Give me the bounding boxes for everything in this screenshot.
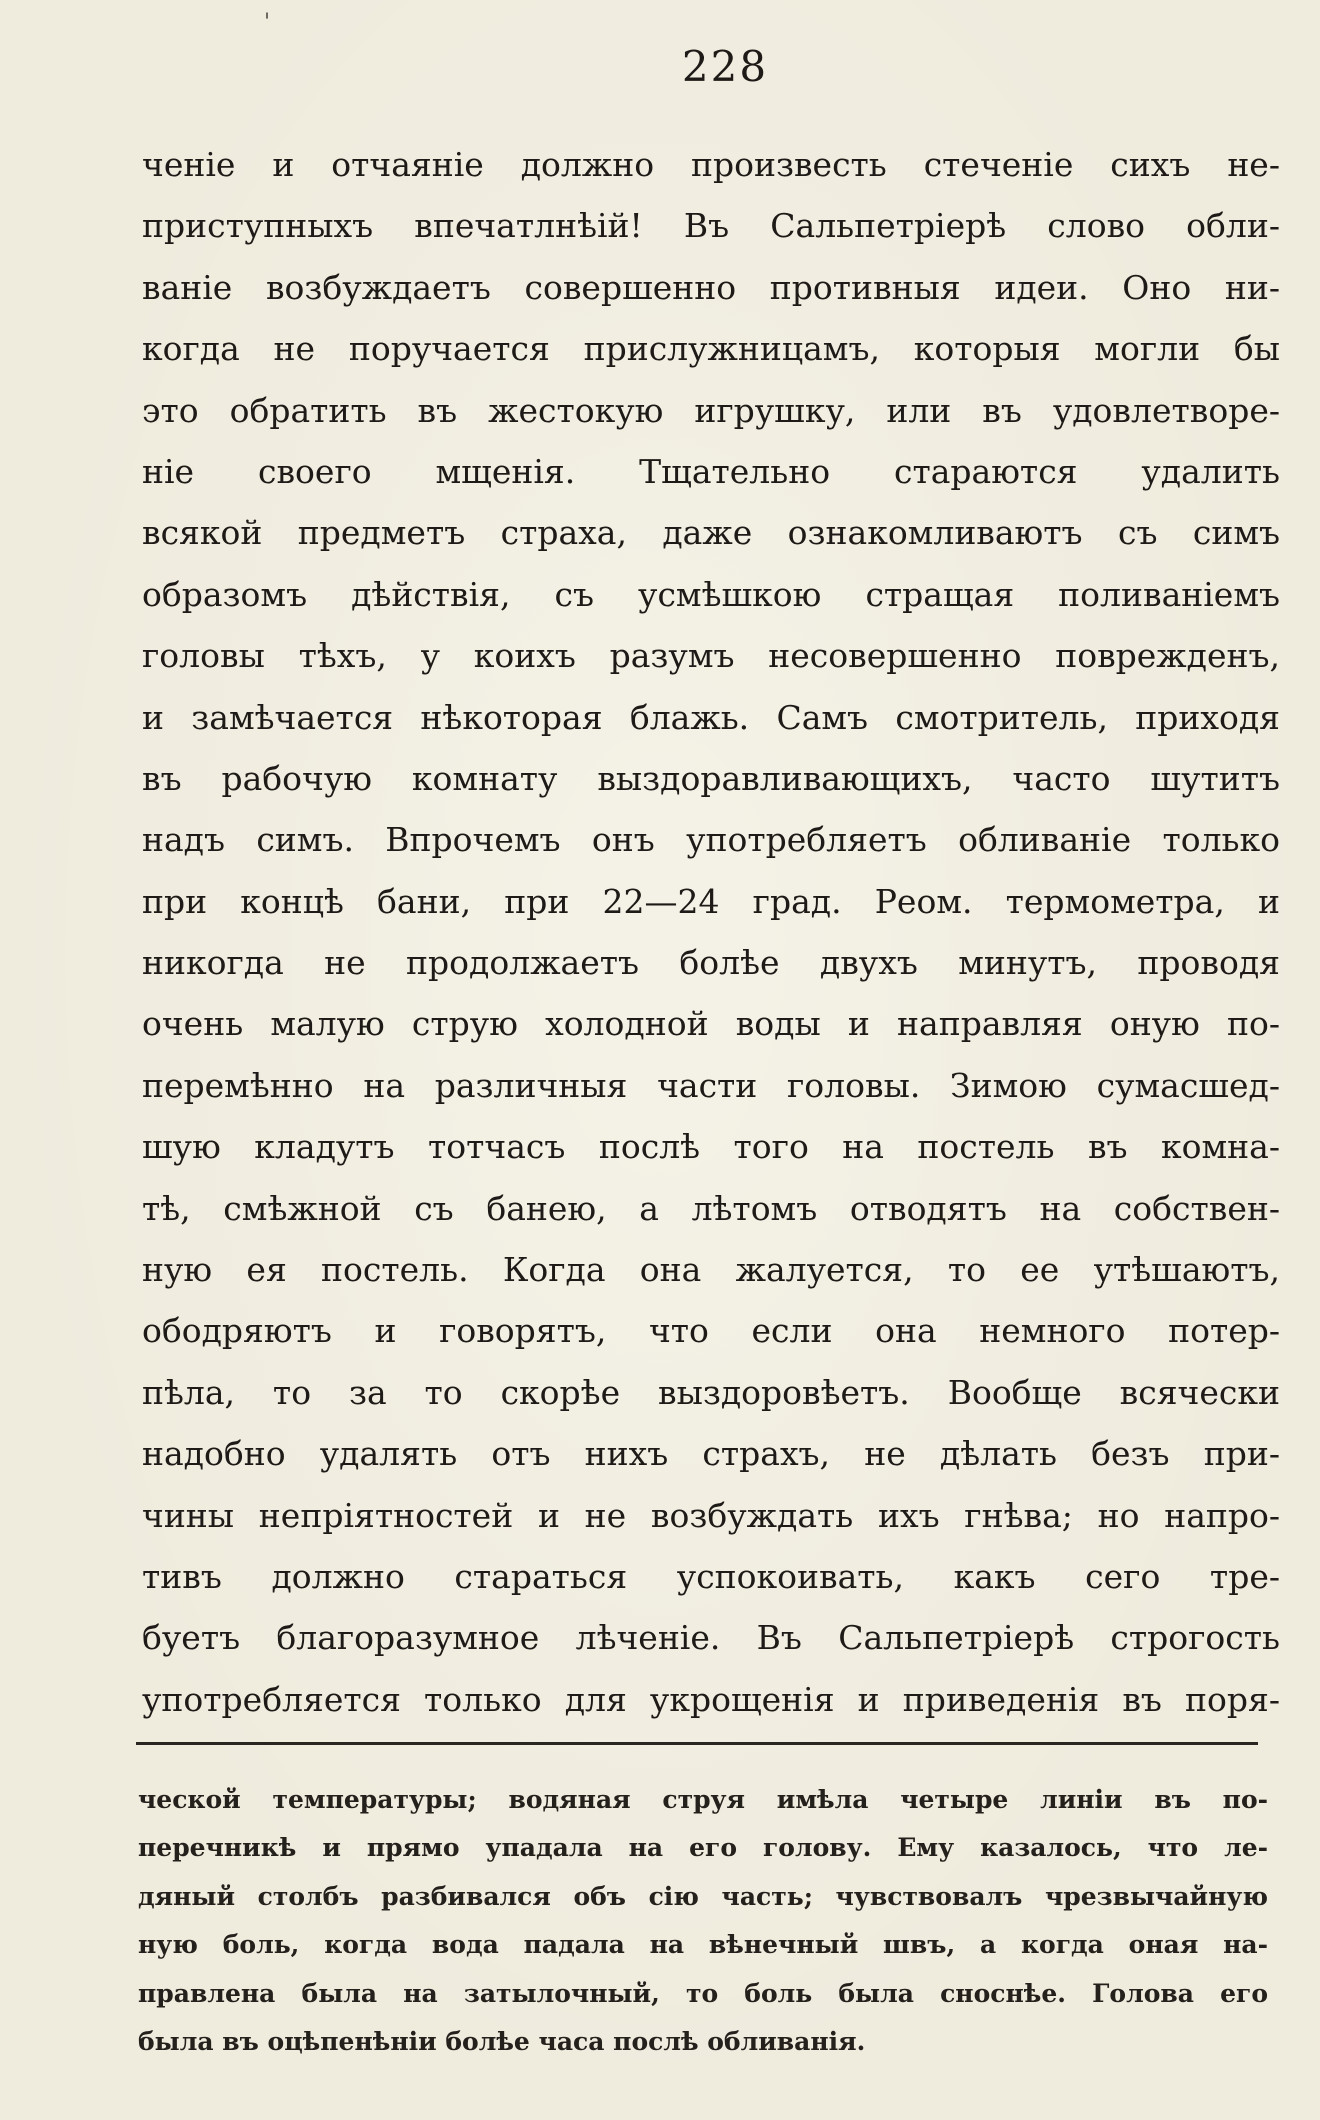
body-line: ченіе и отчаяніе должно произвесть стеченіе сихъ не-: [142, 145, 1280, 184]
body-line: образомъ дѣйствія, съ усмѣшкою стращая поливаніемъ: [142, 574, 1280, 614]
body-line: никогда не продолжаетъ болѣе двухъ минутъ, проводя: [142, 943, 1280, 983]
body-line: въ рабочую комнату выздоравливающихъ, часто шутитъ: [142, 758, 1280, 798]
body-line: приступныхъ впечатлнѣій! Въ Сальпетріерѣ слово обли-: [142, 206, 1280, 246]
body-line: ную ея постель. Когда она жалуется, то ее утѣшаютъ,: [142, 1250, 1280, 1290]
footnote-line: дяный столбъ разбивался объ сію часть; чувствовалъ чрезвычайную: [138, 1881, 1268, 1911]
footnote-line: ческой температуры; водяная струя имѣла четыре линіи въ по-: [138, 1785, 1268, 1814]
body-line: головы тѣхъ, у коихъ разумъ несовершенно поврежденъ,: [142, 636, 1280, 676]
body-line: употребляется только для укрощенія и приведенія въ поря-: [142, 1679, 1280, 1719]
body-line: ваніе возбуждаетъ совершенно противныя идеи. Оно ни-: [142, 267, 1280, 307]
body-line: тѣ, смѣжной съ банею, а лѣтомъ отводятъ на собствен-: [142, 1188, 1280, 1228]
footnote-line: была въ оцѣпенѣніи болѣе часа послѣ обливанія.: [138, 2026, 866, 2056]
body-text: [142, 134, 1280, 1730]
body-line: чины непріятностей и не возбуждать ихъ гнѣва; но напро-: [142, 1495, 1280, 1535]
footnote-line: правлена была на затылочный, то боль была сноснѣе. Голова его: [138, 1978, 1268, 2008]
body-line: надобно удалять отъ нихъ страхъ, не дѣлать безъ при-: [142, 1434, 1280, 1474]
footnote-line: перечникѣ и прямо упадала на его голову. Ему казалось, что ле-: [138, 1833, 1268, 1863]
body-line: надъ симъ. Впрочемъ онъ употребляетъ обливаніе только: [142, 820, 1280, 860]
body-line: ніе своего мщенія. Тщательно стараются удалить: [142, 451, 1280, 491]
body-line: всякой предметъ страха, даже ознакомливаютъ съ симъ: [142, 513, 1280, 553]
body-line: очень малую струю холодной воды и направляя оную по-: [142, 1004, 1280, 1044]
body-line: тивъ должно стараться успокоивать, какъ сего тре-: [142, 1556, 1280, 1596]
page-number: 228: [681, 42, 769, 91]
body-line: буетъ благоразумное лѣченіе. Въ Сальпетріерѣ строгость: [142, 1618, 1280, 1658]
body-line: это обратить въ жестокую игрушку, или въ удовлетворе-: [142, 390, 1280, 430]
body-line: и замѣчается нѣкоторая блажь. Самъ смотритель, приходя: [142, 697, 1280, 737]
body-line: перемѣнно на различныя части головы. Зимою сумасшед-: [142, 1065, 1280, 1105]
body-line: когда не поручается прислужницамъ, которыя могли бы: [142, 329, 1280, 369]
footnote-divider: [136, 1742, 1258, 1745]
body-line: пѣла, то за то скорѣе выздоровѣетъ. Вообще всячески: [142, 1372, 1280, 1412]
body-line: шую кладутъ тотчасъ послѣ того на постель въ комна-: [142, 1127, 1280, 1167]
footnote: [138, 1776, 1268, 2066]
corner-mark: ': [264, 10, 271, 35]
body-line: при концѣ бани, при 22—24 град. Реом. термометра, и: [142, 881, 1280, 921]
footnote-line: ную боль, когда вода падала на вѣнечный швъ, а когда оная на-: [138, 1930, 1268, 1960]
body-line: ободряютъ и говорятъ, что если она немного потер-: [142, 1311, 1280, 1351]
